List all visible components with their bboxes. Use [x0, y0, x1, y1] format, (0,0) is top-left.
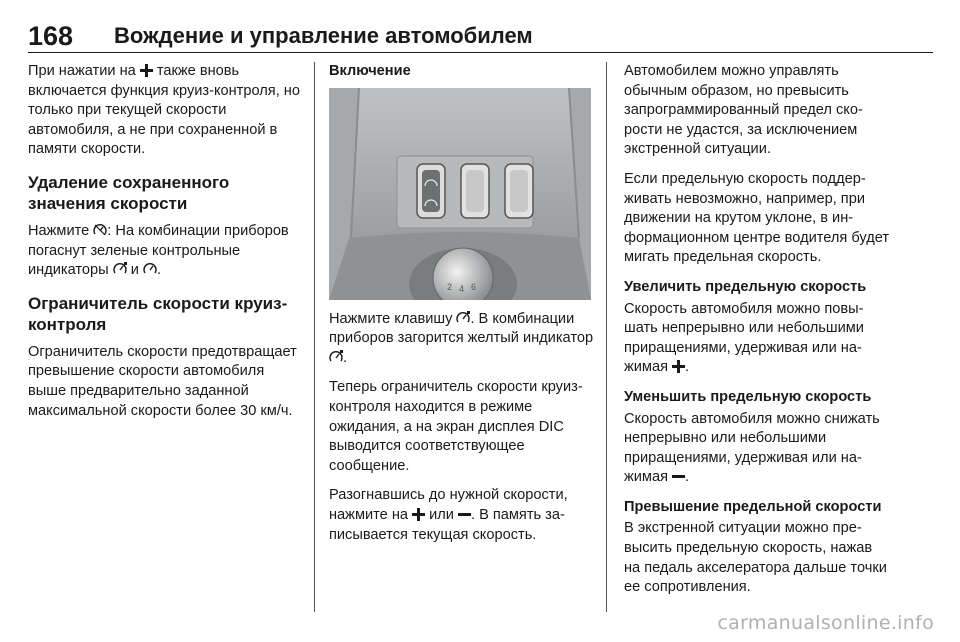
watermark: carmanualsonline.info: [717, 612, 934, 634]
console-illustration: [329, 88, 591, 300]
minus-icon: [458, 508, 471, 521]
speed-limiter-icon: [329, 350, 343, 364]
plus-icon: [672, 360, 685, 373]
svg-text:4: 4: [459, 283, 465, 294]
column-3: [624, 62, 890, 608]
cruise-cancel-icon: [93, 223, 107, 237]
section-heading: Включение: [329, 63, 411, 79]
page-header: [28, 18, 933, 53]
minus-icon: [672, 470, 685, 483]
paragraph: Ограничитель скорости предотвращает превышение скорости автомобиля выше предварительно заданной максимальной скорости более 30 км/ч.: [28, 343, 297, 419]
page-title: Вождение и управление автомобилем: [114, 23, 533, 48]
section-heading: Уменьшить предельную скорость: [624, 388, 872, 405]
section-heading: Ограничитель скорости круиз-контроля: [28, 293, 288, 334]
svg-text:2: 2: [447, 281, 453, 292]
paragraph: Теперь ограничитель скорости круиз-контроля находится в режиме ожидания, а на экран дисплея DIC выводится соответствующее сообщение.: [329, 379, 583, 474]
section-heading: Удаление сохраненного значения скорости: [28, 172, 230, 213]
speed-limiter-switch: [417, 164, 445, 218]
paragraph: В экстренной ситуации можно превысить предельную скорость, нажав на педаль акселератора дальше точки ее сопротивления.: [624, 520, 887, 596]
page-number: 168: [28, 21, 74, 51]
column-divider: [606, 62, 607, 612]
console-switches-figure: [329, 88, 591, 300]
section-heading: Превышение предельной скорости: [624, 498, 882, 515]
blank-switch: [505, 164, 533, 218]
paragraph: Автомобилем можно управлять обычным образом, но превысить запрограммированный предел скорости не удастся, за исключением экстренной ситуации.: [624, 63, 863, 158]
svg-text:6: 6: [471, 281, 477, 292]
paragraph: Нажмите : На комбинации приборов погаснут зеленые контрольные индикаторы и .: [28, 222, 289, 279]
speed-limiter-icon: [456, 311, 470, 325]
paragraph: Скорость автомобиля можно снижать непрерывно или небольшими приращениями, удерживая или нажимая .: [624, 410, 880, 486]
paragraph: Если предельную скорость поддерживать невозможно, например, при движении на крутом уклоне, в информационном центре водителя будет мигать предельная скорость.: [624, 170, 890, 266]
plus-icon: [412, 508, 425, 521]
paragraph: Разогнавшись до нужной скорости, нажмите на или . В память записывается текущая скорость.: [329, 487, 568, 543]
paragraph: Скорость автомобиля можно повышать непрерывно или небольшими приращениями, удерживая или нажимая .: [624, 300, 864, 376]
section-heading: Увеличить предельную скорость: [624, 278, 867, 295]
plus-icon: [140, 64, 153, 77]
column-2: [329, 62, 595, 555]
paragraph: Нажмите клавишу . В комбинации приборов загорится желтый индикатор .: [329, 310, 594, 366]
cruise-control-icon: [143, 262, 157, 276]
column-1: [28, 62, 306, 431]
paragraph: При нажатии на также вновь включается функция круиз-контроля, но только при текущей скорости автомобиля, а не при сохраненной в памяти скорости.: [28, 63, 300, 158]
speed-limiter-icon: [113, 262, 127, 276]
blank-switch: [461, 164, 489, 218]
column-divider: [314, 62, 315, 612]
